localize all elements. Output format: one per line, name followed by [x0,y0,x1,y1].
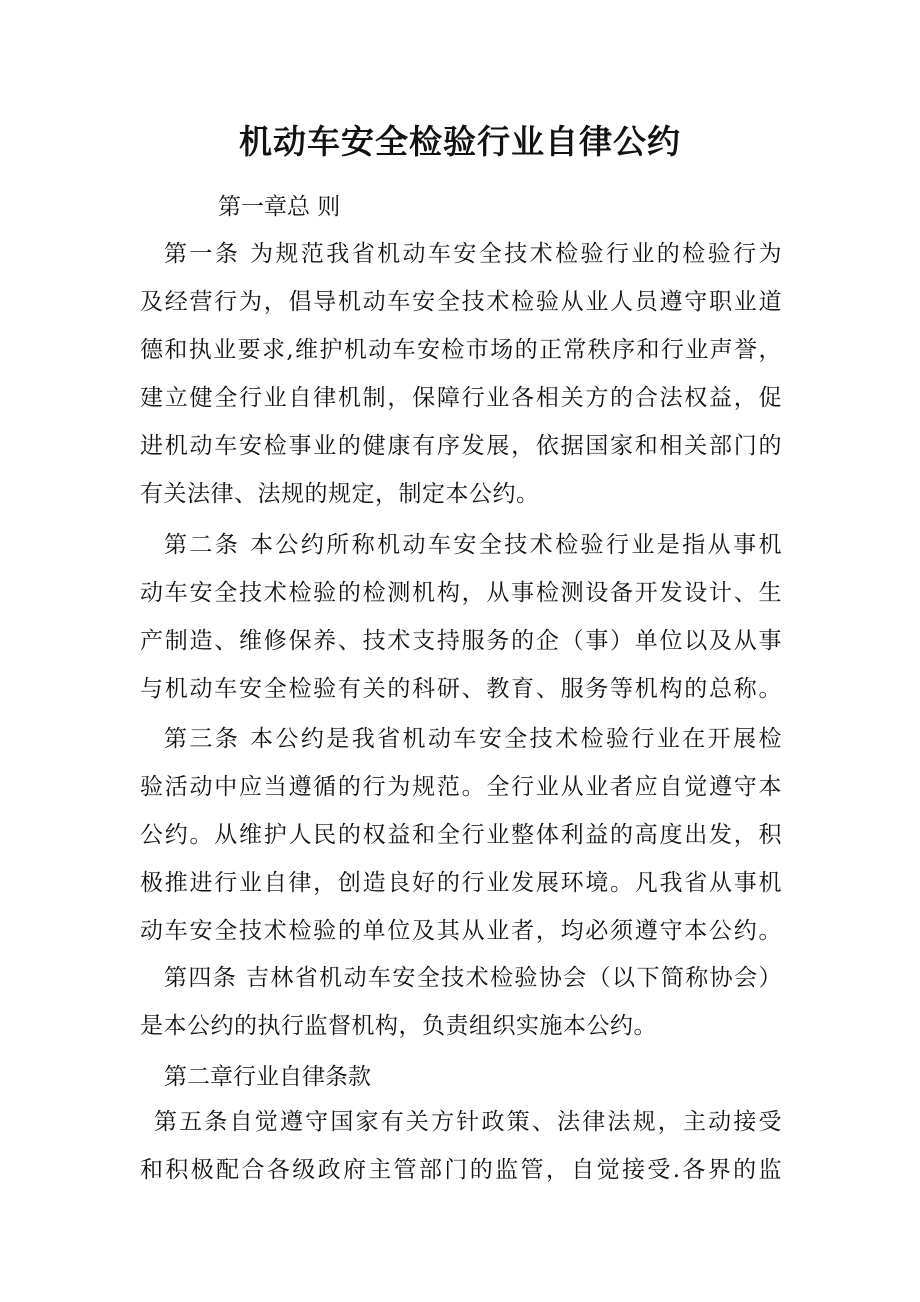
text-line: 德和执业要求,维护机动车安检市场的正常秩序和行业声誉， [140,337,782,363]
article-1-paragraph [140,230,782,518]
article-4-paragraph [140,954,782,1050]
text-line: 进机动车安检事业的健康有序发展，依据国家和相关部门的 [140,433,782,459]
article-3-paragraph [140,715,782,955]
text-line: 第一条 为规范我省机动车安全技术检验行业的检验行为 [164,241,782,267]
text-line: 第四条 吉林省机动车安全技术检验协会（以下简称协会） [164,965,782,991]
text-line: 和积极配合各级政府主管部门的监管，自觉接受.各界的监 [140,1157,782,1183]
text-line: 验活动中应当遵循的行为规范。全行业从业者应自觉遵守本 [140,774,782,800]
article-5-paragraph [140,1098,782,1194]
article-2-paragraph [140,521,782,713]
text-line: 第三条 本公约是我省机动车安全技术检验行业在开展检 [164,726,782,752]
text-line: 动车安全技术检验的检测机构，从事检测设备开发设计、生 [140,580,782,606]
text-line: 动车安全技术检验的单位及其从业者，均必须遵守本公约。 [140,918,782,944]
text-line: 建立健全行业自律机制，保障行业各相关方的合法权益，促 [140,385,782,411]
text-line: 产制造、维修保养、技术支持服务的企（事）单位以及从事 [140,628,782,654]
text-line: 公约。从维护人民的权益和全行业整体利益的高度出发，积 [140,822,782,848]
text-line: 与机动车安全检验有关的科研、教育、服务等机构的总称。 [140,676,782,702]
document-title: 机动车安全检验行业自律公约 [239,122,681,161]
text-line: 是本公约的执行监督机构，负责组织实施本公约。 [140,1013,657,1039]
text-line: 第二条 本公约所称机动车安全技术检验行业是指从事机 [164,532,782,558]
text-line: 第五条自觉遵守国家有关方针政策、法律法规，主动接受 [154,1109,782,1135]
chapter-1-heading: 第一章总 则 [218,194,341,220]
chapter-2-heading: 第二章行业自律条款 [164,1064,371,1090]
text-line: 有关法律、法规的规定，制定本公约。 [140,481,540,507]
text-line: 及经营行为，倡导机动车安全技术检验从业人员遵守职业道 [140,289,782,315]
text-line: 极推进行业自律，创造良好的行业发展环境。凡我省从事机 [140,870,782,896]
